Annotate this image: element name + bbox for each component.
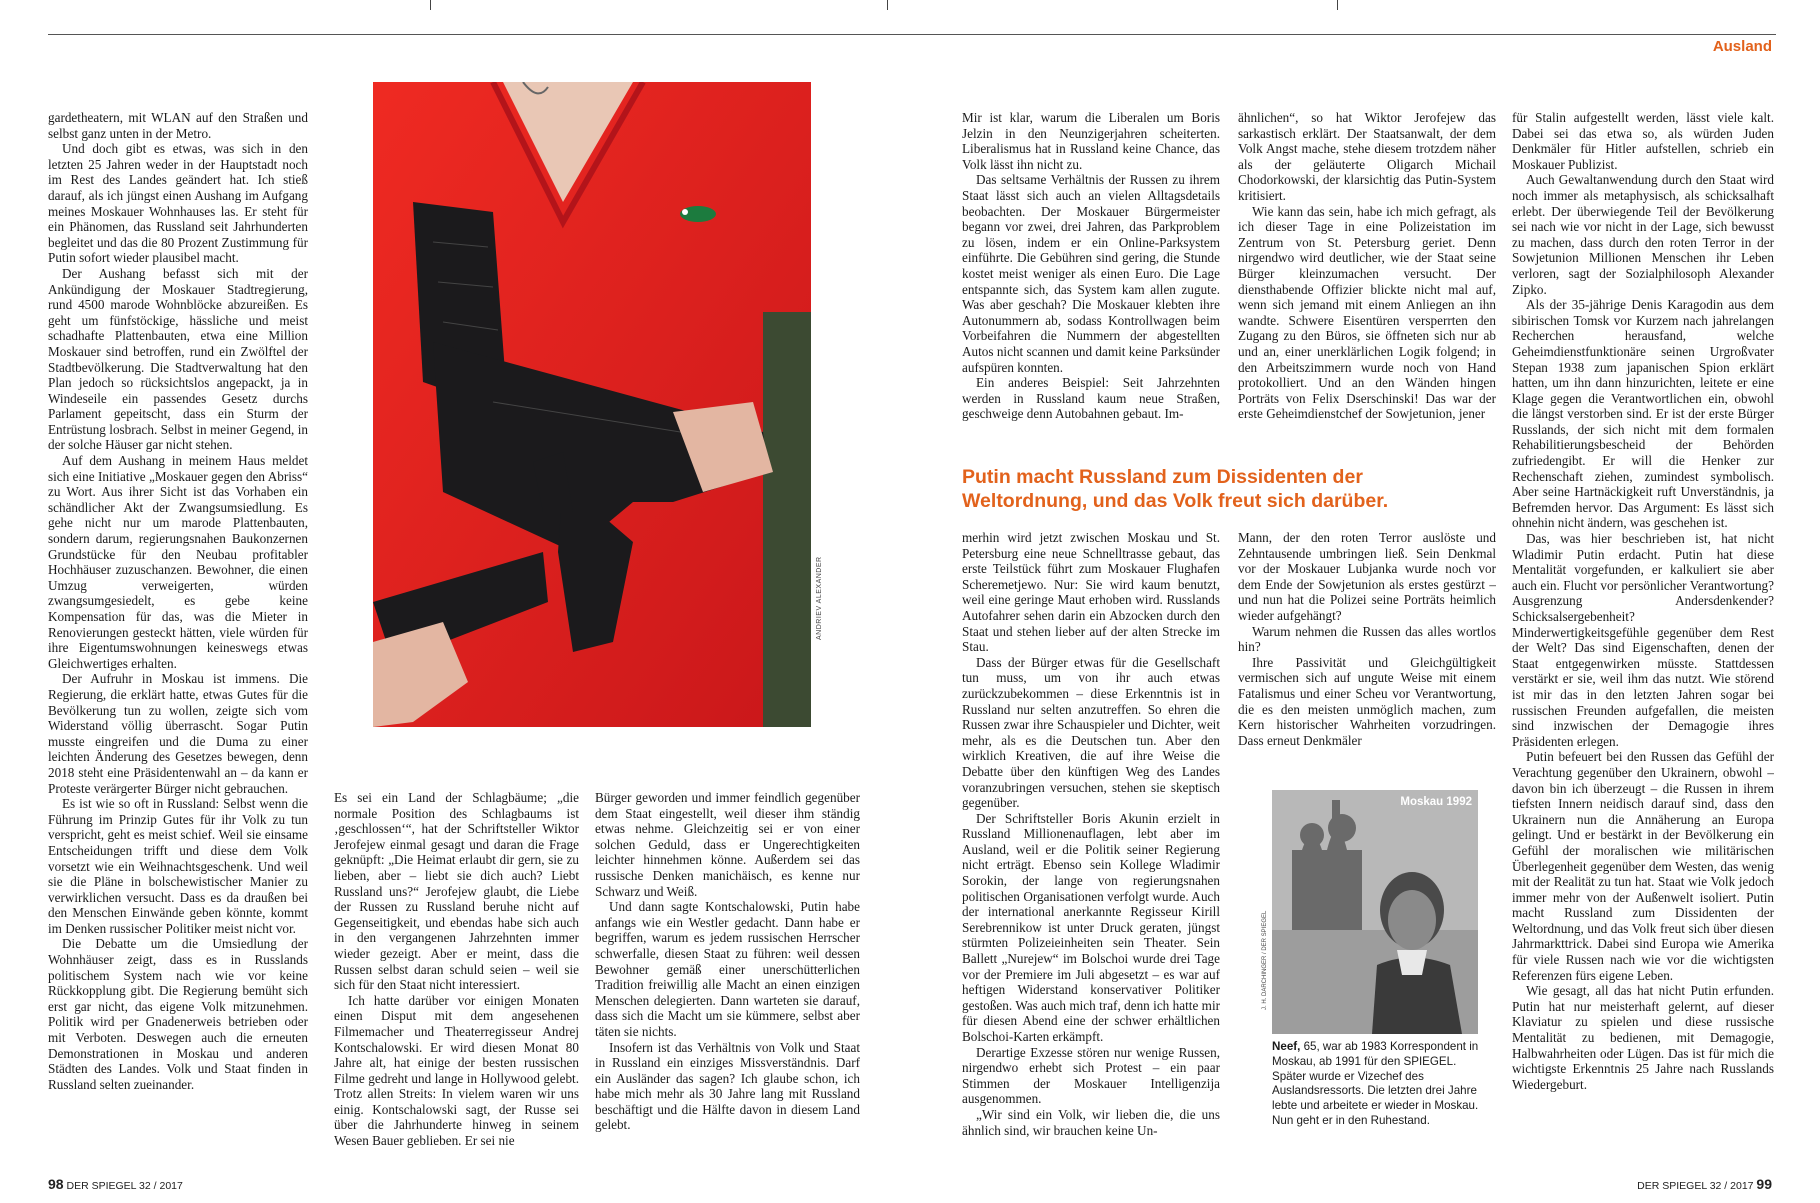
paragraph: Wie gesagt, all das hat nicht Putin erfunden. Putin hat nur meisterhaft gelernt, auf dieser Klaviatur zu spielen und diese russische Mentalität zu bedienen, mit Demagogie, Halbwahrheiten oder Lügen. Das ist für mich die wichtigste Erkenntnis 25 Jahre nach Russlands Wiedergeburt. xyxy=(1512,983,1774,1092)
rifle-photo-illustration xyxy=(373,82,811,727)
crop-mark xyxy=(887,0,888,10)
paragraph: merhin wird jetzt zwischen Moskau und St. Petersburg eine neue Schnelltrasse gebaut, das erste Teilstück führt zum Moskauer Flughafen Scheremetjewo. Nur: Sie wird kaum benutzt, weil eine geringe Maut erhoben wird. Russlands Autofahrer sehen darin ein Abzocken durch den Staat und stehen lieber auf der alten Strecke im Stau. xyxy=(962,530,1220,655)
paragraph: Insofern ist das Verhältnis von Volk und Staat in Russland ein einziges Missverständnis. Darf ein Ausländer das sagen? Ich glaube schon, ich habe mich mehr als 30 Jahre lang mit Russland beschäftigt und die Hälfte davon in diesem Land gelebt. xyxy=(595,1039,860,1133)
paragraph: Derartige Exzesse stören nur wenige Russen, nirgendwo erhebt sich Protest – ein paar Stimmen der Moskauer Intelligenzija ausgenommen. xyxy=(962,1044,1220,1107)
text-column-1 xyxy=(48,110,308,1162)
paragraph: Ich hatte darüber vor einigen Monaten einen Disput mit dem angesehenen Filmemacher und Theaterregisseur Andrej Kontschalowski. Er wird diesen Monat 80 Jahre alt, hat einige der besten russischen Filme gedreht und lange in Hollywood gelebt. Trotz allen Streits: In vielem waren wir uns einig. Kontschalowski sagt, der Russe sei über die Jahrhunderte hinweg in seinem Wesen Bauer geblieben. Er sei nie xyxy=(334,992,579,1149)
paragraph: ähnlichen“, so hat Wiktor Jerofejew das sarkastisch erklärt. Der Staatsanwalt, der dem Volk Angst mache, stehe diesem trotzdem näher als der geläuterte Oligarch Michail Chodorkowski, der klarsichtig das Putin-System kritisiert. xyxy=(1238,110,1496,203)
footer-left xyxy=(48,1176,183,1192)
paragraph: Das, was hier beschrieben ist, hat nicht Wladimir Putin erdacht. Putin hat diese Mentalität vorgefunden, er kalkuliert sie aber auch ein. Flucht vor persönlicher Verantwortung? Ausgrenzung Andersdenkender? Schicksalsergebenheit? Minderwertigkeitsgefühle gegenüber dem Rest der Welt? Das sind Eigenschaften, denen der Staat entgegenwirken müsste. Stattdessen verstärkt er sie, weil ihm das nutzt. Wie störend ist mir das in den letzten Jahren sogar bei russischen Freunden aufgefallen, die meisten sind inzwischen der Demagogie ihres Präsidenten erlegen. xyxy=(1512,531,1774,749)
paragraph: Als der 35-jährige Denis Karagodin aus dem sibirischen Tomsk vor Kurzem nach jahrelangen Recherchen herausfand, welche Geheimdienstfunktionäre seinen Urgroßvater Stepan 1938 zum japanischen Spion erklärt hatten, um ihn dann hinzurichten, leitete er eine Klage gegen die Verantwortlichen ein, obwohl die längst verstorben sind. Er ist der erste Bürger Russlands, der sich nicht mit dem formalen Rehabilitierungsbescheid der Behörden zufriedengibt. Er will die Henker zur Rechenschaft ziehen, zumindest symbolisch. Aber seine Hartnäckigkeit ruft Unverständnis, ja Befremden hervor. Das Argument: Es lässt sich ohnehin nicht ändern, was geschehen ist. xyxy=(1512,297,1774,531)
pull-quote: Putin macht Russland zum Dissidenten der Weltordnung, und das Volk freut sich darüber. xyxy=(962,466,1389,512)
paragraph: Putin befeuert bei den Russen das Gefühl der Verachtung gegenüber den Ukrainern, obwohl – davon bin ich überzeugt – die Russen in ihrem tiefsten Innern neidisch darauf sind, dass den Ukrainern nun die Annäherung an Europa gelingt. Und er bestärkt in der Bevölkerung ein Gefühl der moralischen wie militärischen Überlegenheit gegenüber dem Westen, das wenig mit der Realität zu tun hat. Staat wie Volk jedoch immer mehr von der Außenwelt isoliert. Putin macht Russland zum Dissidenten der Weltordnung, und das Volk freut sich über diesen Jahrmarkttrick. Dabei sind Europa wie Amerika für viele Russen nach wie vor die wichtigsten Referenzen fürs eigene Leben. xyxy=(1512,749,1774,983)
text-column-6 xyxy=(962,530,1220,1162)
text-column-5 xyxy=(1238,110,1496,440)
photo-label: Moskau 1992 xyxy=(1400,796,1472,808)
paragraph: Die Debatte um die Umsiedlung der Wohnhäuser zeigt, dass es in Russlands politischem System nach wie vor keine Rückkopplung gibt. Die Regierung bemüht sich erst gar nicht, das eigene Volk mitzunehmen. Politik wird per Gnadenerweis betrieben oder mit Verboten. Deswegen auch die erneuten Demonstrationen in Moskau und anderen Städten des Landes. Volk und Staat finden in Russland selten zueinander. xyxy=(48,936,308,1092)
paragraph: Mir ist klar, warum die Liberalen um Boris Jelzin in den Neunzigerjahren scheiterten. Liberalismus hat in Russland keine Chance, das Volk lässt ihn nicht zu. xyxy=(962,110,1220,172)
paragraph: Ihre Passivität und Gleichgültigkeit vermischen sich auf ungute Weise mit einem Fatalismus und einer Scheu vor Verantwortung, die es den meisten unmöglich machen, zum Kern historischer Wahrheiten vorzudringen. Dass erneut Denkmäler xyxy=(1238,654,1496,748)
paragraph: Mann, der den roten Terror auslöste und Zehntausende umbringen ließ. Sein Denkmal vor der Moskauer Lubjanka wurde noch vor dem Ende der Sowjetunion als erstes gestürzt – und nun hat die Polizei seine Porträts heimlich wieder aufgehängt? xyxy=(1238,530,1496,623)
author-caption xyxy=(1272,1040,1482,1129)
paragraph: Der Schriftsteller Boris Akunin erzielt in Russland Millionenauflagen, lebt aber im Ausland, weil er die Politik seiner Regierung nicht erträgt. Ebenso sein Kollege Wladimir Sorokin, der lange von regierungsnahen politischen Organisationen verfolgt wurde. Auch der international anerkannte Regisseur Kirill Serebrennikow ist unter Druck geraten, jüngst stürmten Polizeieinheiten sein Theater. Sein Ballett „Nurejew“ im Bolschoi wurde drei Tage vor der Premiere im Juli abgesetzt – es war auf heftigen Widerstand konservativer Politiker gestoßen. Was auch mich traf, denn ich hatte mir für diesen Abend eine der schwer erhältlichen Bolschoi-Karten erkämpft. xyxy=(962,810,1220,1044)
crop-mark xyxy=(430,0,431,10)
paragraph: Wie kann das sein, habe ich mich gefragt, als ich dieser Tage in eine Polizeistation im Zentrum von St. Petersburg geriet. Denn nirgendwo wird deutlicher, wie der Staat seine Bürger kleinzumachen versucht. Der diensthabende Offizier blickte nicht mal auf, wenn sich jemand mit einem Anliegen an ihn wandte. Schwere Eisentüren versperrten den Zugang zu den Büros, sie öffneten sich nur ab und an, einer unerklärlichen Logik folgend; in den Arbeitszimmern wurde noch von Hand protokolliert. Und an den Wänden hingen Porträts von Felix Dserschinski! Das war der erste Geheimdienstchef der Sowjetunion, jener xyxy=(1238,203,1496,422)
paragraph: Bürger geworden und immer feindlich gegenüber dem Staat eingestellt, weil dieser ihm ständig etwas nehme. Gleichzeitig sei er von einer solchen Geduld, dass er Ungerechtigkeiten leichter hinnehmen könne. Außerdem sei das russische Denken manichäisch, es kenne nur Schwarz und Weiß. xyxy=(595,790,860,899)
text-column-8 xyxy=(1512,110,1774,1162)
lacoste-logo-icon xyxy=(680,206,716,222)
paragraph: Es sei ein Land der Schlagbäume; „die normale Position des Schlagbaums ist ‚geschlossen‘“, hat der Schriftsteller Wiktor Jerofejew einmal gesagt und daran die Frage geknüpft: „Die Heimat erlaubt dir gern, sie zu lieben, aber – liebt sie dich auch? Liebt Russland uns?“ Jerofejew glaubt, die Liebe der Russen zu Russland beruhe nicht auf Gegenseitigkeit, und ebendas habe sich auch in den vergangenen Jahrzehnten immer wieder gezeigt. Aber er meint, dass die Russen selbst daran schuld seien – weil sie sich für den Staat nicht interessiert. xyxy=(334,790,579,993)
paragraph: Und dann sagte Kontschalowski, Putin habe anfangs wie ein Westler gedacht. Dann habe er begriffen, warum es jedem russischen Herrscher schwerfalle, diesen Staat zu führen: weil dessen Bewohner gemäß einer unerschütterlichen Tradition freiwillig alle Macht an einen einzigen Menschen delegierten. Dann warteten sie darauf, dass sich die Macht um sie kümmere, selbst aber täten sie nichts. xyxy=(595,899,860,1039)
paragraph: Und doch gibt es etwas, was sich in den letzten 25 Jahren weder in der Hauptstadt noch im Rest des Landes geändert hat. Ich stieß darauf, als ich jüngst einen Aushang im Aufgang meines Moskauer Wohnhauses las. Er steht für ein Phänomen, das Russland seit Jahrhunderten begleitet und das die 80 Prozent Zustimmung für Putin sofort wieder plausibel macht. xyxy=(48,141,308,266)
magazine-issue: DER SPIEGEL 32 / 2017 xyxy=(1637,1180,1754,1192)
text-column-7 xyxy=(1238,530,1496,775)
paragraph: Es ist wie so oft in Russland: Selbst wenn die Führung im Prinzip Gutes für ihr Volk zu tun verspricht, geht es meist schief. Weil sie einsame Entscheidungen trifft und diese dem Volk vorsetzt wie ein Weihnachtsgeschenk. Und weil sie die Pläne in bolschewistischer Manier zu verwirklichen versucht. Dass es da draußen bei den Menschen Einwände geben könnte, kommt im Denken russischer Politiker meist nicht vor. xyxy=(48,796,308,936)
text-column-3 xyxy=(595,790,860,1162)
text-column-2 xyxy=(334,790,579,1162)
section-label: Ausland xyxy=(1712,38,1772,55)
top-rule xyxy=(48,34,1776,35)
paragraph: Auf dem Aushang in meinem Haus meldet sich eine Initiative „Moskauer gegen den Abriss“ zu Wort. Aus ihrer Sicht ist das Vorhaben ein schändlicher Akt der Zwangsumsiedlung. Es gehe nicht nur um marode Plattenbauten, sondern darum, regierungsnahen Baukonzernen Grundstücke für den Neubau profitabler Hochhäuser zuzuschanzen. Bewohner, die einen Umzug verweigerten, würden zwangsumgesiedelt, es gebe keine Kompensation für das, was die Mieter in Renovierungen gesteckt hätten, viele würden für ihre Eigentumswohnungen keineswegs etwas Gleichwertiges erhalten. xyxy=(48,453,308,671)
paragraph: Auch Gewaltanwendung durch den Staat wird noch immer als metaphysisch, als schicksalhaft erlebt. Der überwiegende Teil der Bevölkerung sei nach wie vor nicht in der Lage, sich bewusst zu machen, dass durch den roten Terror in der Sowjetunion Millionen Menschen ihr Leben verloren, sagt der Sozialphilosoph Alexander Zipko. xyxy=(1512,172,1774,297)
paragraph: für Stalin aufgestellt werden, lässt viele kalt. Dabei sei das etwa so, als würden Juden Denkmäler für Hitler aufstellen, schrieb ein Moskauer Publizist. xyxy=(1512,110,1774,172)
paragraph: Ein anderes Beispiel: Seit Jahrzehnten werden in Russland kaum neue Straßen, geschweige denn Autobahnen gebaut. Im- xyxy=(962,375,1220,422)
page-number: 99 xyxy=(1756,1176,1772,1192)
photo-red-shirt-rifle xyxy=(373,82,811,727)
paragraph: Der Aushang befasst sich mit der Ankündigung der Moskauer Stadtregierung, rund 4500 marode Wohnblöcke abzureißen. Es geht um fünfstöckige, hässliche und meist schadhafte Plattenbauten, etwa eine Million Moskauer sind betroffen, rund ein Zwölftel der Stadtbevölkerung. Die Stadtverwaltung hat den Plan jedoch so rücksichtslos angepackt, ja in Windeseile ein passendes Gesetz durchs Parlament gepeitscht, dass ein Sturm der Entrüstung losbrach. Selbst in meiner Gegend, in der solche Häuser gar nicht stehen. xyxy=(48,265,308,453)
page-number: 98 xyxy=(48,1176,64,1192)
paragraph: Dass der Bürger etwas für die Gesellschaft tun muss, um von ihr auch etwas zurückzubekommen – diese Erkenntnis ist in Russland nur selten anzutreffen. So ehren die Russen zwar ihre Schauspieler und Dichter, weit mehr, als es die Deutschen tun. Aber den wirklich Kreativen, die auf ihre Weise die Debatte über den künftigen Weg des Landes voranzubringen versuchen, stehen sie skeptisch gegenüber. xyxy=(962,654,1220,811)
paragraph: Der Aufruhr in Moskau ist immens. Die Regierung, die erklärt hatte, etwas Gutes für die Bevölkerung tun zu wollen, zeigte sich vom Widerstand völlig überrascht. Sogar Putin musste eingreifen und die Duma zu einer leichten Änderung des Gesetzes bewegen, denn 2018 steht eine Präsidentenwahl an – da kann er Proteste verärgerter Bürger nicht gebrauchen. xyxy=(48,671,308,796)
footer-right xyxy=(1637,1176,1772,1192)
author-photo xyxy=(1272,790,1478,1034)
paragraph: Das seltsame Verhältnis der Russen zu ihrem Staat lässt sich auch an vielen Alltagsdetails beobachten. Der Moskauer Bürgermeister begann vor zwei, drei Jahren, das Parkproblem zu lösen, indem er ein Online-Parksystem einführte. Die Gebühren sind gering, die Stunde kostet meist weniger als einen Euro. Die Lage entspannte sich, das System kam allen zugute. Was aber geschah? Die Moskauer klebten ihre Autonummern ab, sodass Kontrollwagen beim Vorbeifahren die Nummern der abgestellten Autos nicht scannen und damit keine Parksünder aufspüren konnten. xyxy=(962,172,1220,375)
paragraph: Warum nehmen die Russen das alles wortlos hin? xyxy=(1238,623,1496,655)
photo-credit: ANDRIEV ALEXANDER xyxy=(816,556,823,640)
paragraph: „Wir sind ein Volk, wir lieben die, die uns ähnlich sind, wir brauchen keine Un- xyxy=(962,1106,1220,1138)
paragraph: gardetheatern, mit WLAN auf den Straßen und selbst ganz unten in der Metro. xyxy=(48,110,308,141)
photo-credit: J. H. DARCHINGER / DER SPIEGEL xyxy=(1262,910,1268,1010)
author-name: Neef, xyxy=(1272,1040,1301,1053)
author-bio: 65, war ab 1983 Korrespondent in Moskau, ab 1991 für den SPIEGEL. Später wurde er Vizechef des Auslandsressorts. Die letzten drei Jahre lebte und arbeitete er wieder in Moskau. Nun geht er in den Ruhestand. xyxy=(1272,1040,1479,1127)
author-photo-inset xyxy=(1272,790,1478,1034)
text-column-4 xyxy=(962,110,1220,440)
crop-mark xyxy=(1337,0,1338,10)
magazine-issue: DER SPIEGEL 32 / 2017 xyxy=(66,1180,183,1192)
